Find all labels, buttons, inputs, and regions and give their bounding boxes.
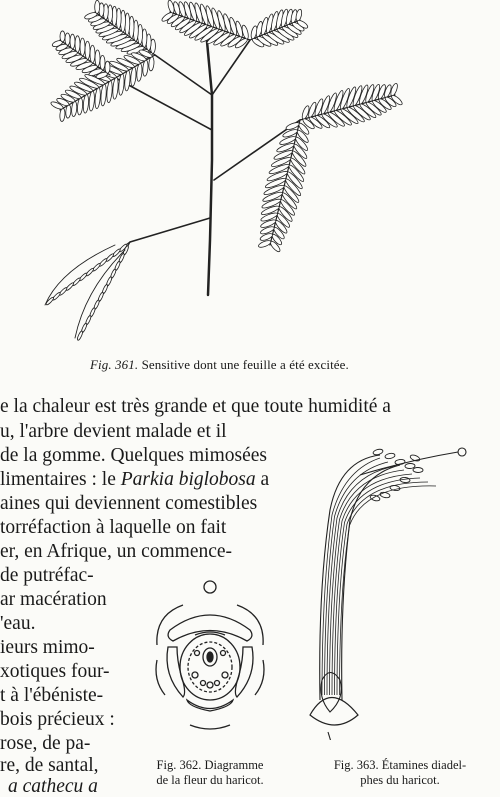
figure-362-floral-diagram (135, 575, 285, 735)
figure-361-caption-text: Sensitive dont une feuille a été excitée. (141, 357, 349, 372)
text-line-4 (0, 470, 269, 490)
text-line-8: de putréfac- (0, 565, 94, 586)
figure-363-caption-line-1: Fig. 363. Étamines diadel- (333, 758, 467, 772)
text-line-5: aines qui deviennent comestibles (0, 493, 258, 514)
figure-363-caption (300, 758, 500, 788)
text-line-12: xotiques four- (0, 661, 110, 682)
text-line-15: rose, de pa- (0, 733, 91, 754)
text-line-9: ar macération (0, 589, 107, 610)
figure-361-number: Fig. 361. (90, 357, 139, 372)
text-line-11: ieurs mimo- (0, 637, 95, 658)
text-line-4-end: a (255, 469, 270, 490)
species-name: Parkia biglobosa (120, 469, 256, 490)
figure-362-caption (125, 758, 295, 788)
text-line-2: u, l'arbre devient malade et il (0, 421, 227, 442)
text-line-14: bois précieux : (0, 709, 115, 730)
text-line-10: 'eau. (0, 613, 36, 634)
figure-363-caption-line-2: phes du haricot. (360, 773, 440, 787)
figure-361-sensitive-plant (0, 0, 500, 350)
text-line-4-start: limentaires : le (0, 469, 121, 490)
figure-362-caption-line-1: Fig. 362. Diagramme (156, 758, 264, 772)
text-line-7: er, en Afrique, un commence- (0, 541, 233, 562)
figure-361-caption (90, 357, 349, 373)
text-line-13: t à l'ébéniste- (0, 685, 104, 706)
text-line-17: a cathecu a (8, 776, 98, 797)
text-line-3: de la gomme. Quelques mimosées (0, 445, 267, 466)
figure-362-caption-line-2: de la fleur du haricot. (156, 773, 264, 787)
text-line-6: torréfaction à laquelle on fait (0, 517, 227, 538)
figure-363-stamens (300, 440, 480, 740)
text-line-1: e la chaleur est très grande et que toute humidité a (0, 396, 391, 417)
text-line-16: re, de santal, (0, 755, 99, 776)
